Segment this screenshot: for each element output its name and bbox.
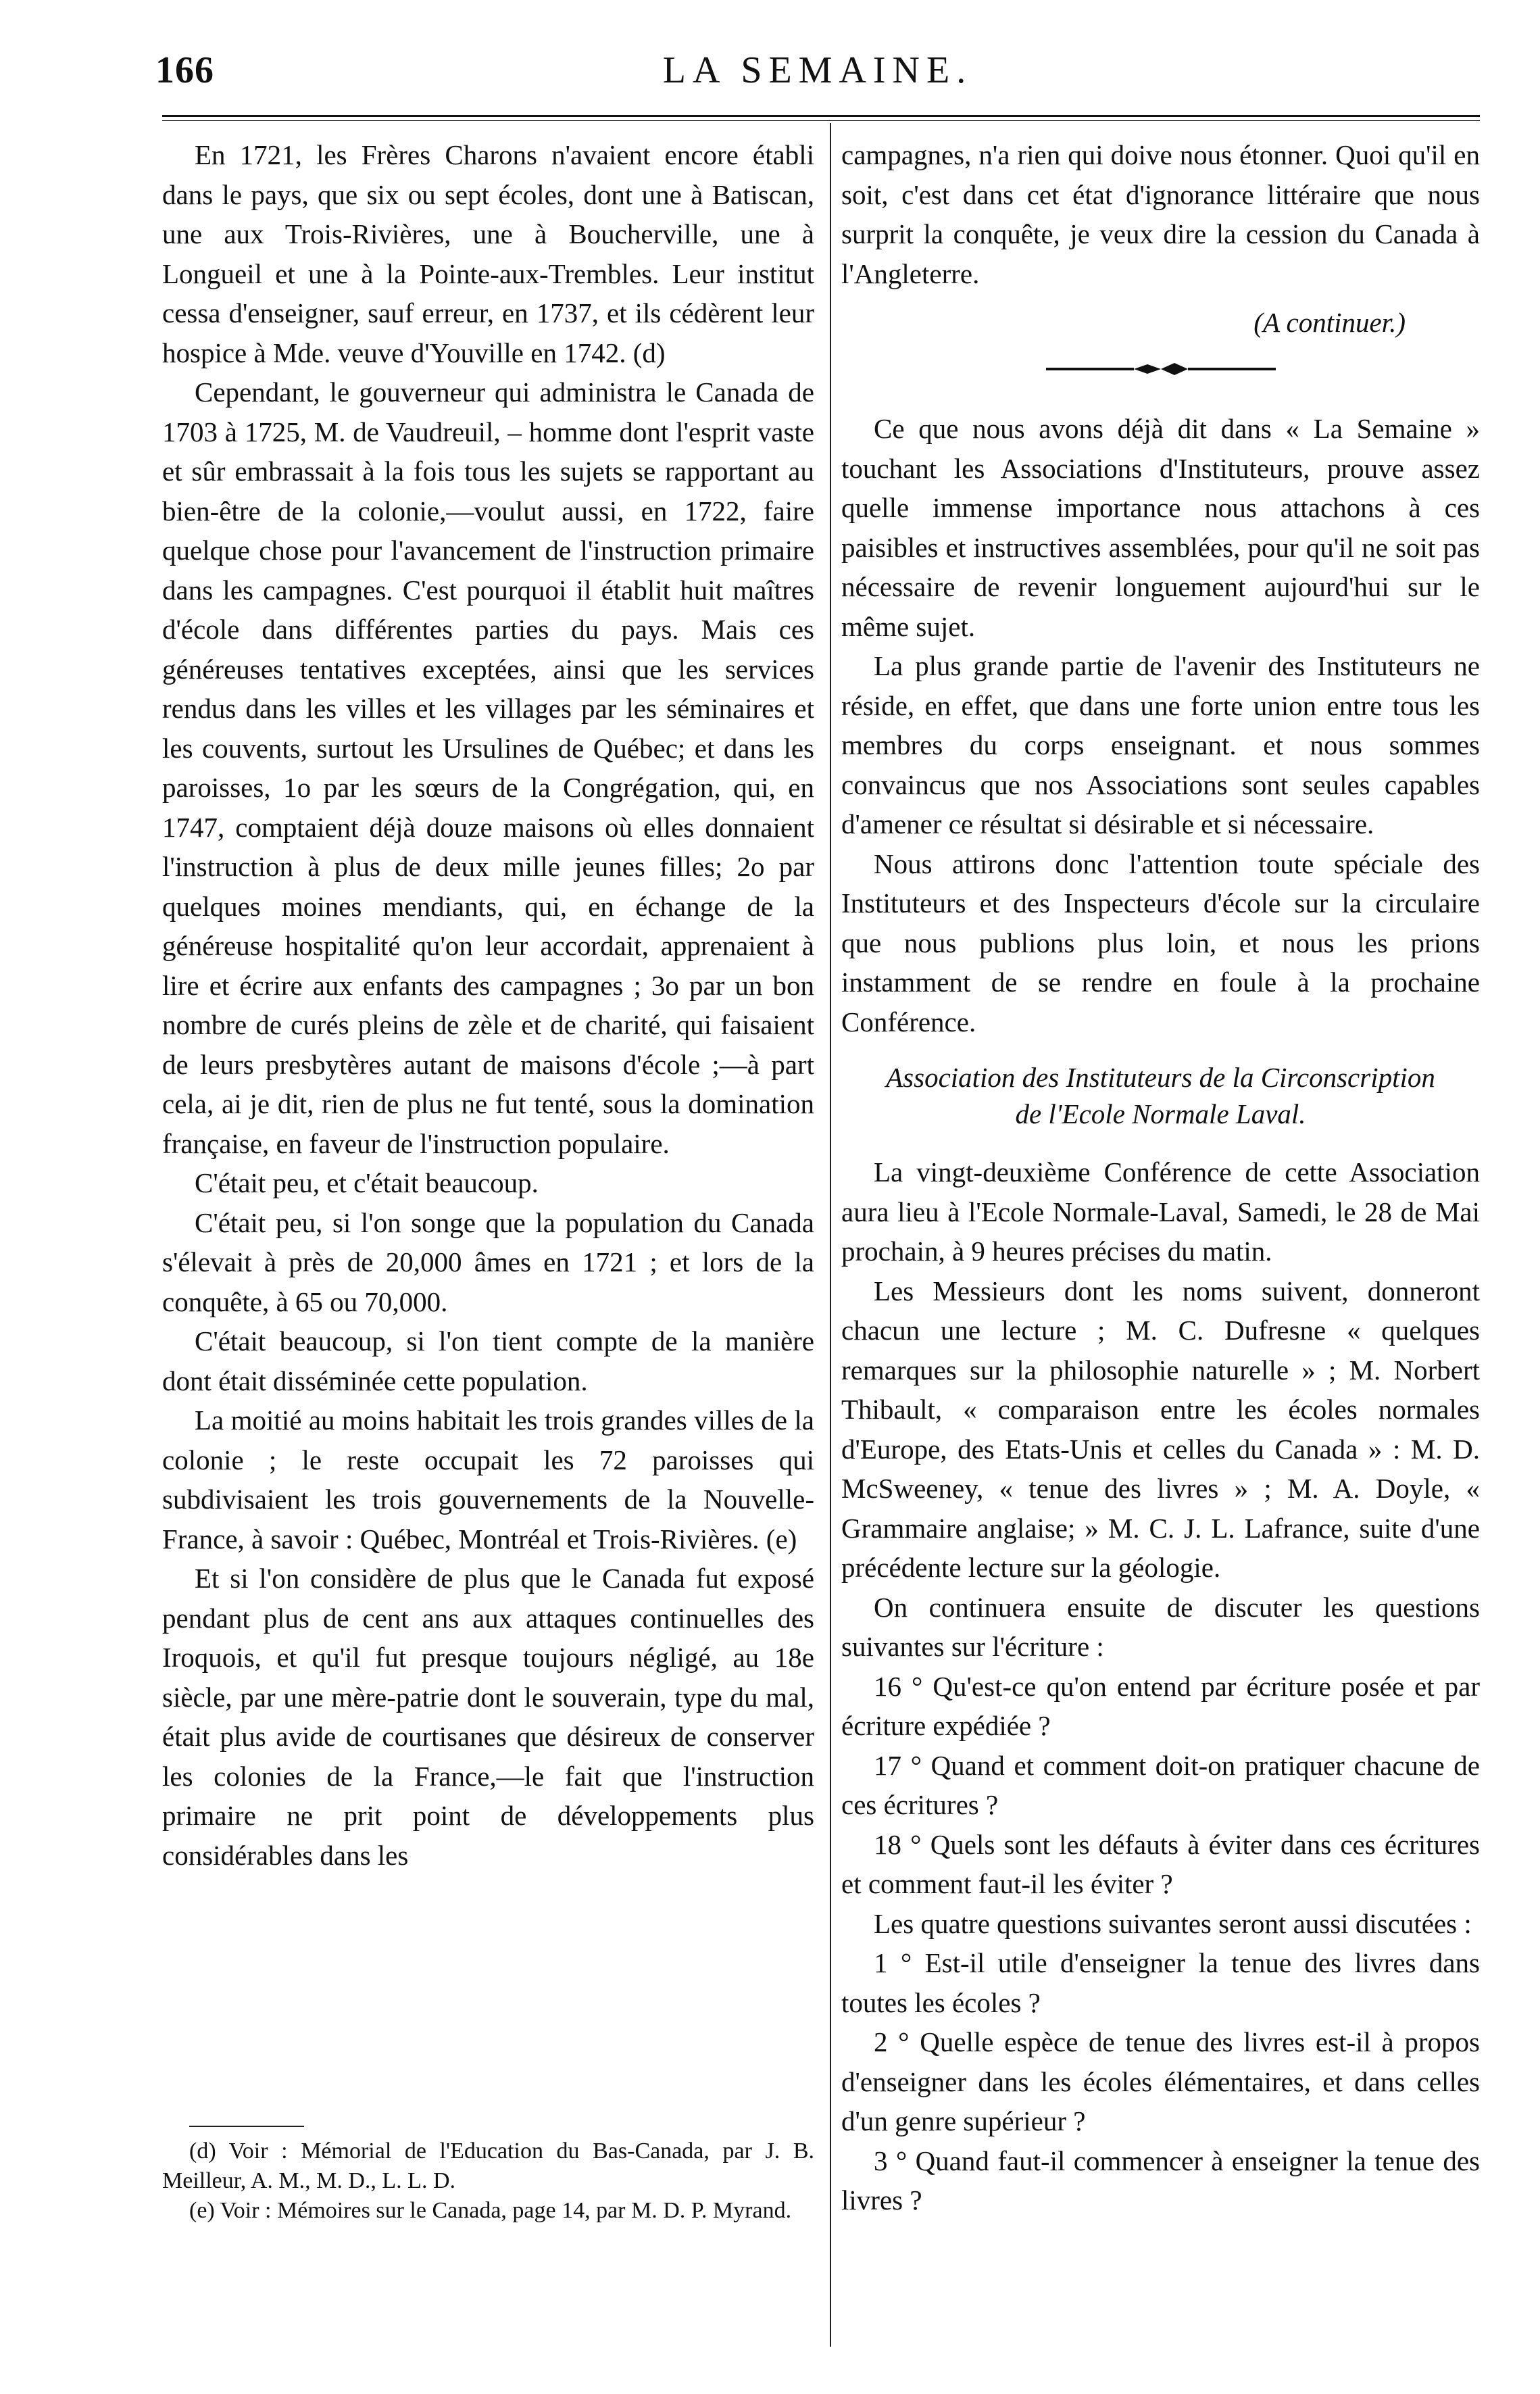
footnotes — [162, 2126, 814, 2226]
question-item: 18 ° Quels sont les défauts à éviter dans ces écritures et comment faut-il les éviter ? — [841, 1828, 1480, 1899]
paragraph: Les quatre questions suivantes seront aussi discutées : — [874, 1907, 1472, 1939]
footnote-d: (d) Voir : Mémorial de l'Education du Bas-Canada, par J. B. Meilleur, A. M., M. D., L. L. D. — [162, 2139, 814, 2193]
paragraph: Nous attirons donc l'attention toute spéciale des Instituteurs et des Inspecteurs d'école sur la circulaire que nous publions plus loin, et nous les prions instamment de se rendre en foule à la prochaine Conférence. — [841, 848, 1480, 1037]
left-column — [162, 135, 814, 1875]
right-column — [841, 135, 1480, 2220]
question-item: 16 ° Qu'est-ce qu'on entend par écriture posée et par écriture expédiée ? — [841, 1670, 1480, 1741]
section-title — [841, 1059, 1480, 1132]
continuation-paragraph: campagnes, n'a rien qui doive nous étonner. Quoi qu'il en soit, c'est dans cet état d'ignorance littéraire que nous surprit la conquête, je veux dire la cession du Canada à l'Angleterre. — [841, 139, 1480, 289]
running-title: LA SEMAINE. — [662, 49, 973, 91]
page-number: 166 — [155, 49, 214, 91]
question-item: 3 ° Quand faut-il commencer à enseigner la tenue des livres ? — [841, 2145, 1480, 2216]
paragraph: Les Messieurs dont les noms suivent, donneront chacun une lecture ; M. C. Dufresne « quelques remarques sur la philosophie naturelle » ; M. Norbert Thibault, « comparaison entre les écoles normales d'Europe, des Etats-Unis et celles du Canada » : M. D. McSweeney, « tenue des livres » ; M. A. Doyle, « Grammaire anglaise; » M. C. J. L. Lafrance, suite d'une précédente lecture sur la géologie. — [841, 1275, 1480, 1583]
ornament-rule-icon — [1046, 359, 1276, 379]
paragraph: Cependant, le gouverneur qui administra le Canada de 1703 à 1725, M. de Vaudreuil, – homme dont l'esprit vaste et sûr embrassait à la fois tous les sujets se rapportant au bien-être de la colonie,—voulut aussi, en 1722, faire quelque chose pour l'avancement de l'instruction primaire dans les campagnes. C'est pourquoi il établit huit maîtres d'école dans différentes parties du pays. Mais ces généreuses tentatives exceptées, ainsi que les services rendus dans les villes et les villages par les séminaires et les couvents, surtout les Ursulines de Québec; et dans les paroisses, 1o par les sœurs de la Congrégation, qui, en 1747, comptaient déjà douze maisons où elles donnaient l'instruction à plus de deux mille jeunes filles; 2o par quelques moines mendiants, qui, en échange de la généreuse hospitalité qu'on leur accordait, apprenaient à lire et écrire aux enfants des campagnes ; 3o par un bon nombre de curés pleins de zèle et de charité, qui faisaient de leurs presbytères autant de maisons d'école ;—à part cela, ai je dit, rien de plus ne fut tenté, sous la domination française, en faveur de l'instruction populaire. — [162, 376, 814, 1159]
question-item: 2 ° Quelle espèce de tenue des livres est-il à propos d'enseigner dans les écoles élémentaires, et dans celles d'un genre supérieur ? — [841, 2026, 1480, 2136]
paragraph: C'était peu, et c'était beaucoup. — [195, 1167, 539, 1198]
paragraph: C'était beaucoup, si l'on tient compte de la manière dont était disséminée cette population. — [162, 1325, 814, 1396]
section-title-line: de l'Ecole Normale Laval. — [1015, 1098, 1306, 1129]
paragraph: Ce que nous avons déjà dit dans « La Semaine » touchant les Associations d'Instituteurs, prouve assez quelle immense importance nous attachons à ces paisibles et instructives assemblées, pour qu'il ne soit pas nécessaire de revenir longuement aujourd'hui sur le même sujet. — [841, 413, 1480, 642]
paragraph: La plus grande partie de l'avenir des Instituteurs ne réside, en effet, que dans une forte union entre tous les membres du corps enseignant. et nous sommes convaincus que nos Associations sont seules capables d'amener ce résultat si désirable et si nécessaire. — [841, 650, 1480, 839]
footnote-e: (e) Voir : Mémoires sur le Canada, page 14, par M. D. P. Myrand. — [189, 2198, 792, 2223]
footnote-rule — [189, 2126, 304, 2127]
ornament-divider — [841, 348, 1480, 388]
page-header — [155, 43, 1480, 104]
paragraph: En 1721, les Frères Charons n'avaient encore établi dans le pays, que six ou sept écoles, dont une à Batiscan, une aux Trois-Rivières, une à Boucherville, une à Longueil et une à la Pointe-aux-Trembles. Leur institut cessa d'enseigner, sauf erreur, en 1737, et ils cédèrent leur hospice à Mde. veuve d'Youville en 1742. (d) — [162, 139, 814, 368]
header-rule — [162, 115, 1480, 121]
paragraph: On continuera ensuite de discuter les questions suivantes sur l'écriture : — [841, 1591, 1480, 1662]
question-item: 1 ° Est-il utile d'enseigner la tenue des livres dans toutes les écoles ? — [841, 1947, 1480, 2018]
column-divider — [830, 123, 831, 2347]
to-be-continued: (A continuer.) — [1253, 307, 1406, 338]
paragraph: C'était peu, si l'on songe que la population du Canada s'élevait à près de 20,000 âmes en 1721 ; et lors de la conquête, à 65 ou 70,000. — [162, 1206, 814, 1317]
paragraph: Et si l'on considère de plus que le Canada fut exposé pendant plus de cent ans aux attaques continuelles des Iroquois, et qu'il fut presque toujours négligé, au 18e siècle, par une mère-patrie dont le souverain, type du mal, était plus avide de courtisanes que désireux de conserver les colonies de la France,—le fait que l'instruction primaire ne prit point de développements plus considérables dans les — [162, 1563, 814, 1871]
question-item: 17 ° Quand et comment doit-on pratiquer chacune de ces écritures ? — [841, 1749, 1480, 1820]
paragraph: La moitié au moins habitait les trois grandes villes de la colonie ; le reste occupait les 72 paroisses qui subdivisaient les trois gouvernements de la Nouvelle-France, à savoir : Québec, Montréal et Trois-Rivières. (e) — [162, 1404, 814, 1555]
section-title-line: Association des Instituteurs de la Circonscription — [886, 1062, 1435, 1093]
spacer — [841, 394, 1480, 409]
paragraph: La vingt-deuxième Conférence de cette Association aura lieu à l'Ecole Normale-Laval, Samedi, le 28 de Mai prochain, à 9 heures précises du matin. — [841, 1156, 1480, 1267]
